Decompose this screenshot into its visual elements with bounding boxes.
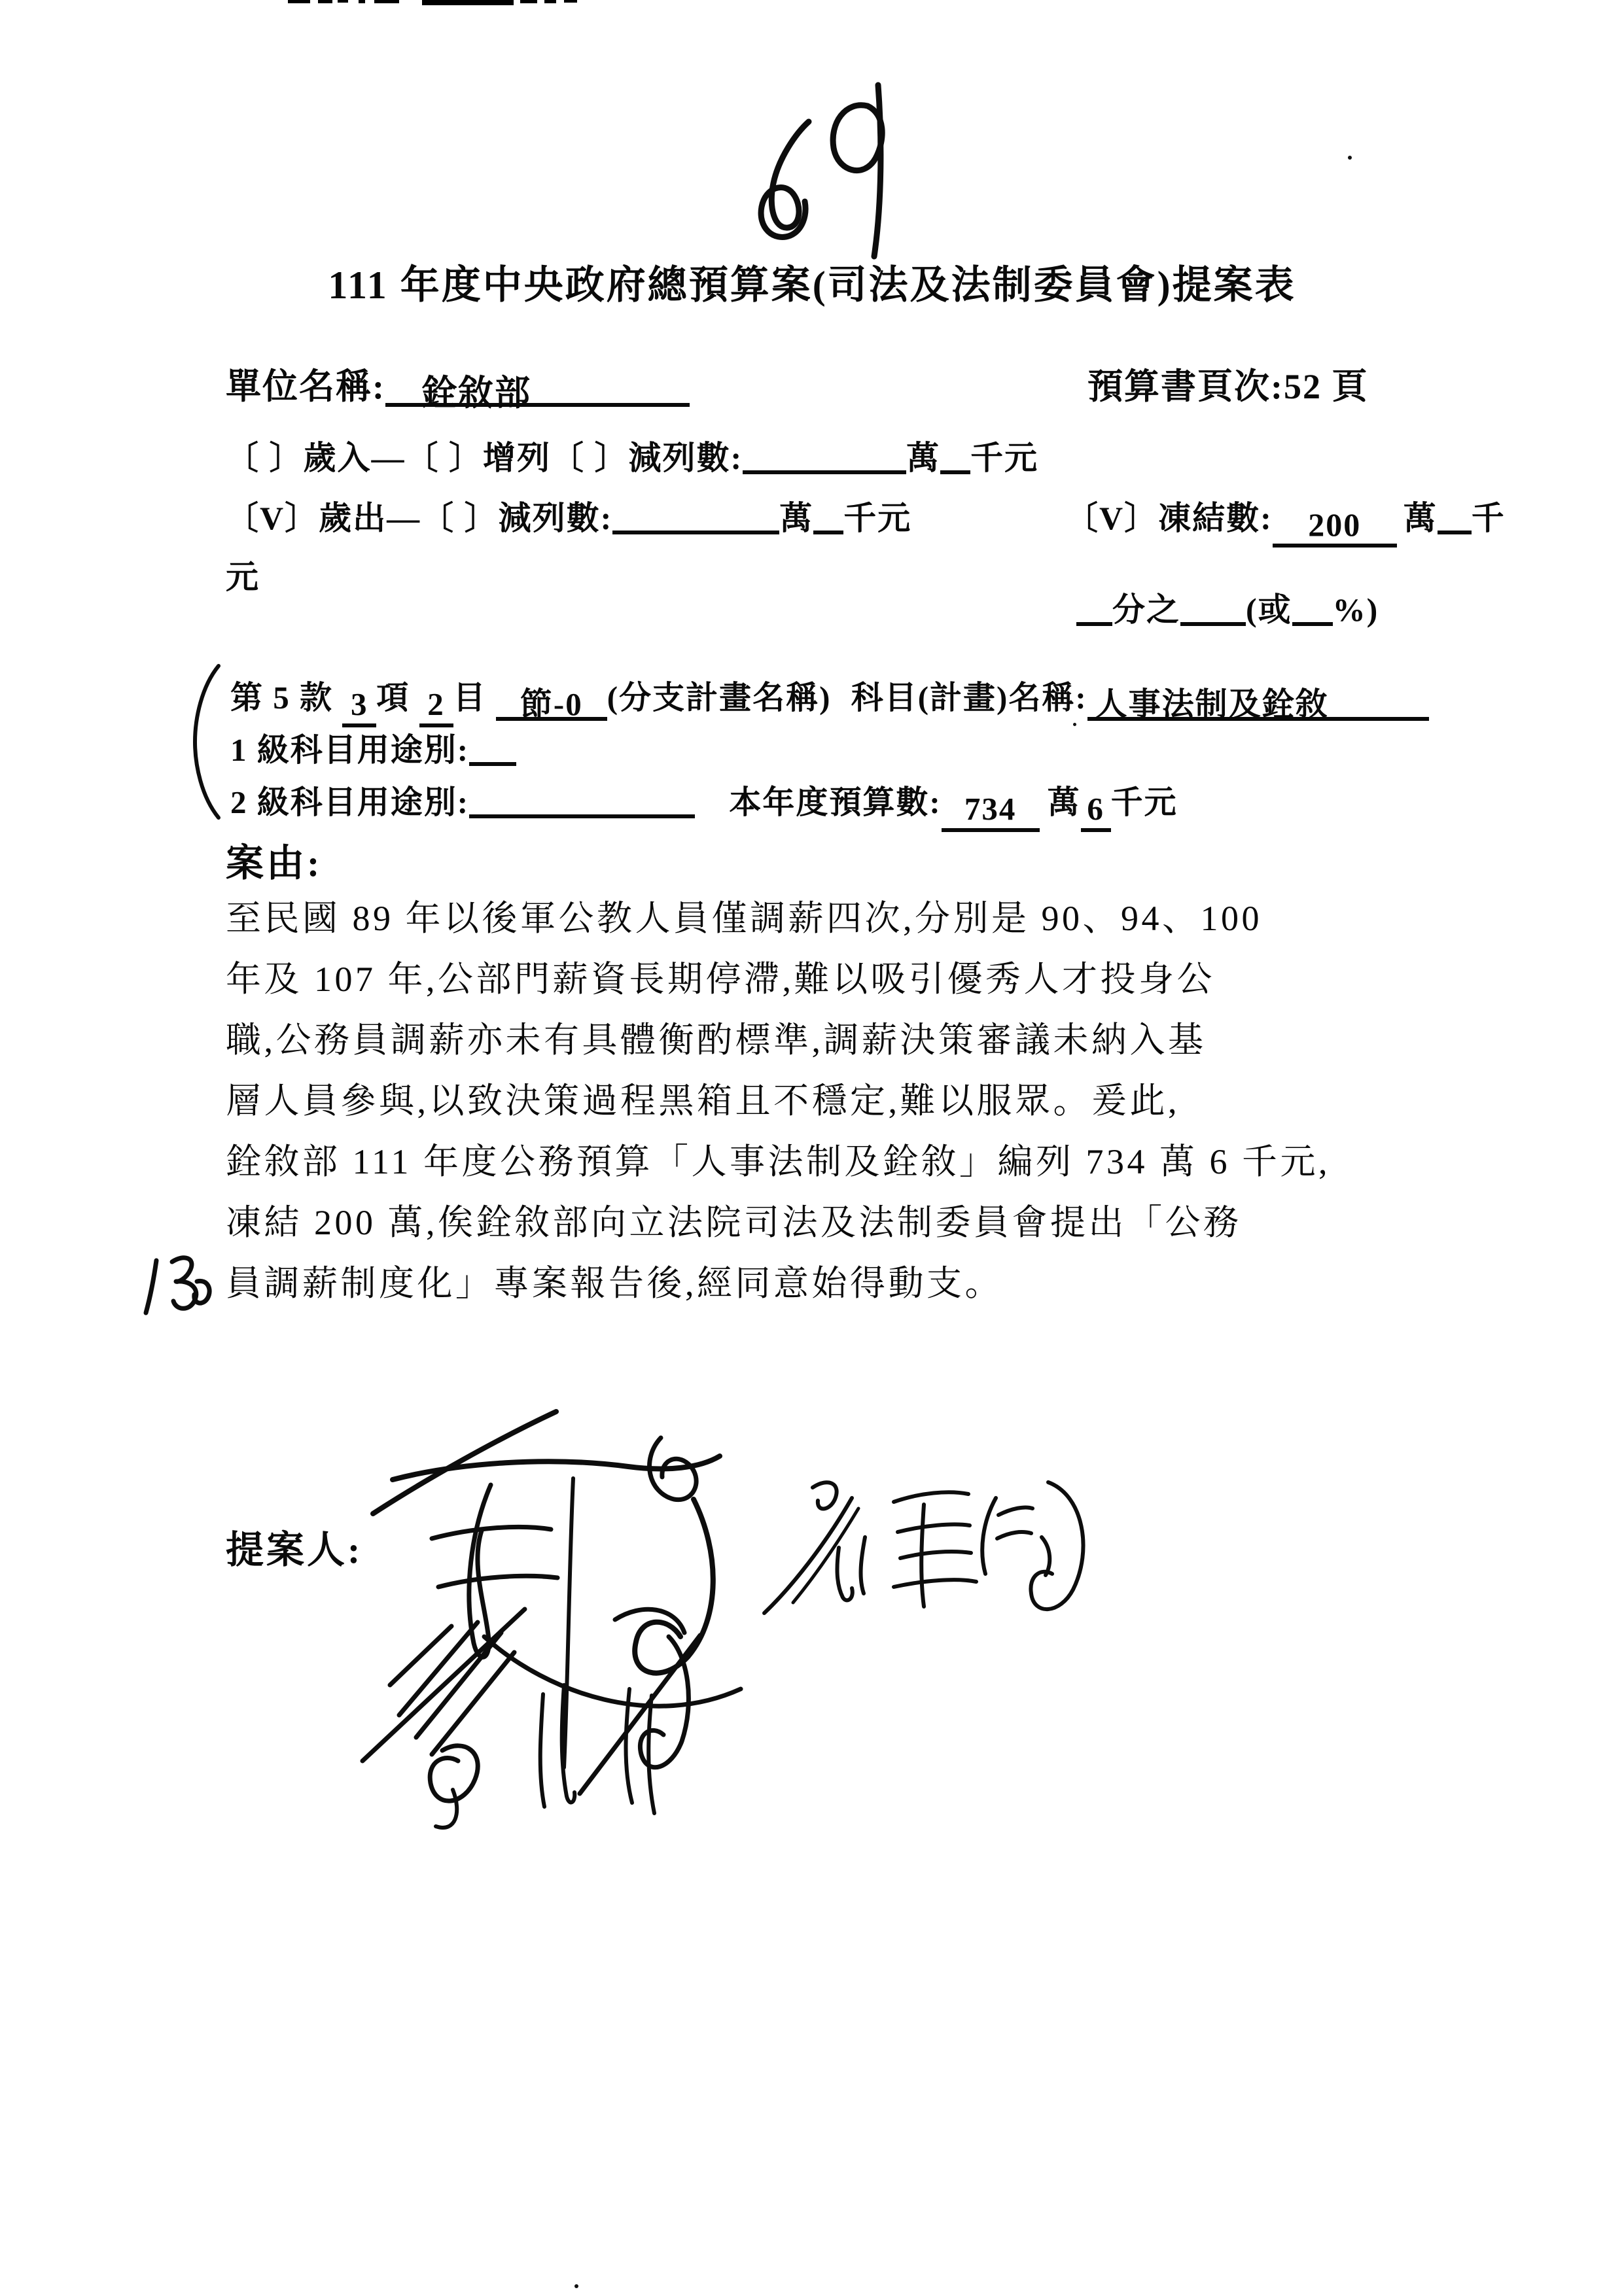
budget-label: 本年度預算數: — [729, 784, 942, 820]
budget-page-value: 52 頁 — [1283, 367, 1369, 406]
revenue-row — [226, 432, 1038, 479]
level2-blank — [469, 780, 695, 818]
fraction-line — [1076, 583, 1379, 631]
budget-qian-value: 6 — [1081, 790, 1111, 832]
percent-label: %) — [1332, 591, 1379, 628]
scan-artifact — [544, 0, 556, 3]
sub-label: 目 — [453, 680, 487, 716]
expenditure-decrease-label: 減列數: — [498, 500, 613, 536]
scan-speck — [1348, 156, 1352, 160]
expenditure-row — [226, 492, 911, 539]
subject-label: 科目(計畫)名稱: — [851, 680, 1087, 716]
fraction-blank-2 — [1180, 588, 1246, 626]
section-bracket — [191, 663, 221, 820]
expenditure-decrease-checkbox: 〔 〕 — [421, 500, 499, 536]
fenzhi-label: 分之 — [1112, 591, 1180, 628]
case-line-3: 職,公務員調薪亦未有具體衡酌標準,調薪決策審議未納入基 — [226, 1020, 1207, 1060]
scan-artifact — [288, 0, 310, 3]
case-line-4: 層人員參與,以致決策過程黑箱且不穩定,難以服眾。爰此, — [226, 1081, 1180, 1121]
scan-artifact — [374, 0, 399, 3]
node-value: 節-0 — [496, 679, 607, 721]
yuan-unit: 元 — [226, 559, 260, 595]
budget-page-row — [1087, 358, 1368, 409]
level2-label: 2 級科目用途別: — [230, 784, 470, 820]
case-line-5: 銓敘部 111 年度公務預算「人事法制及銓敘」編列 734 萬 6 千元, — [226, 1142, 1330, 1181]
branch-label: (分支計畫名稱) — [607, 680, 832, 716]
freeze-row — [1065, 492, 1506, 548]
section-line-3 — [230, 777, 1178, 832]
revenue-checkbox: 〔 〕 — [226, 440, 304, 476]
revenue-label: 歲入— — [303, 440, 406, 476]
percent-blank — [1292, 588, 1333, 626]
scan-speck — [1073, 723, 1076, 726]
budget-qianyuan-unit: 千元 — [1110, 784, 1178, 820]
case-body — [226, 888, 1330, 1314]
subject-value: 人事法制及銓敘 — [1087, 679, 1429, 721]
scan-artifact — [520, 0, 537, 3]
qian-blank — [940, 436, 970, 474]
unit-name-row — [226, 358, 690, 413]
freeze-qian-unit: 千 — [1471, 500, 1506, 536]
freeze-wan-unit: 萬 — [1403, 500, 1438, 536]
proposer-label: 提案人: — [226, 1529, 363, 1571]
qianyuan-unit: 千元 — [843, 500, 912, 536]
decrease-checkbox: 〔 〕 — [551, 440, 629, 476]
scan-artifact — [338, 0, 348, 3]
qianyuan-unit: 千元 — [970, 440, 1039, 476]
scan-artifact — [318, 0, 332, 3]
freeze-checkbox-checked: 〔V〕 — [1065, 500, 1159, 536]
case-line-7: 員調薪制度化」專案報告後,經同意始得動支。 — [226, 1264, 1003, 1303]
handwritten-page-number — [733, 65, 929, 262]
case-label: 案由: — [226, 842, 323, 884]
page-title: 111 年度中央政府總預算案(司法及法制委員會)提案表 — [328, 264, 1296, 307]
scan-artifact — [564, 0, 577, 3]
handwritten-margin-note — [134, 1233, 219, 1325]
case-line-6: 凍結 200 萬,俟銓敘部向立法院司法及法制委員會提出「公務 — [226, 1203, 1242, 1242]
item-label: 項 — [376, 680, 410, 716]
section-line-2 — [230, 725, 516, 771]
freeze-label: 凍結數: — [1158, 500, 1273, 536]
case-line-1: 至民國 89 年以後軍公教人員僅調薪四次,分別是 90、94、100 — [226, 899, 1262, 938]
scan-artifact — [359, 0, 365, 3]
budget-page-label: 預算書頁次: — [1087, 367, 1284, 406]
fraction-blank-1 — [1076, 588, 1112, 626]
scan-artifact — [422, 0, 514, 5]
decrease-label: 減列數: — [628, 440, 743, 476]
amount-blank — [612, 496, 779, 534]
increase-checkbox: 〔 〕 — [405, 440, 483, 476]
wan-unit: 萬 — [906, 440, 941, 476]
freeze-qian-blank — [1438, 496, 1472, 534]
level1-blank — [469, 728, 516, 766]
case-line-2: 年及 107 年,公部門薪資長期停滯,難以吸引優秀人才投身公 — [226, 960, 1215, 999]
wrapped-yuan — [226, 551, 260, 598]
scan-speck — [574, 2284, 578, 2288]
budget-value: 734 — [942, 790, 1040, 832]
signature-2 — [752, 1459, 1093, 1629]
amount-blank — [743, 436, 906, 474]
sub-value: 2 — [419, 686, 453, 727]
item-value: 3 — [342, 686, 376, 727]
wan-unit: 萬 — [779, 500, 814, 536]
budget-wan-unit: 萬 — [1047, 784, 1081, 820]
unit-name-value: 銓敘部 — [385, 365, 690, 407]
level1-label: 1 級科目用途別: — [230, 732, 470, 768]
expenditure-checkbox-checked: 〔V〕 — [226, 500, 319, 536]
freeze-value: 200 — [1273, 506, 1397, 548]
signature-3 — [353, 1596, 707, 1858]
section-line-1 — [230, 672, 1429, 727]
unit-name-label: 單位名稱: — [226, 367, 385, 406]
qian-blank — [813, 496, 843, 534]
increase-label: 增列 — [483, 440, 551, 476]
huo-label: (或 — [1246, 591, 1292, 628]
section-prefix: 第 5 款 — [230, 680, 334, 716]
expenditure-label: 歲出— — [319, 500, 421, 536]
